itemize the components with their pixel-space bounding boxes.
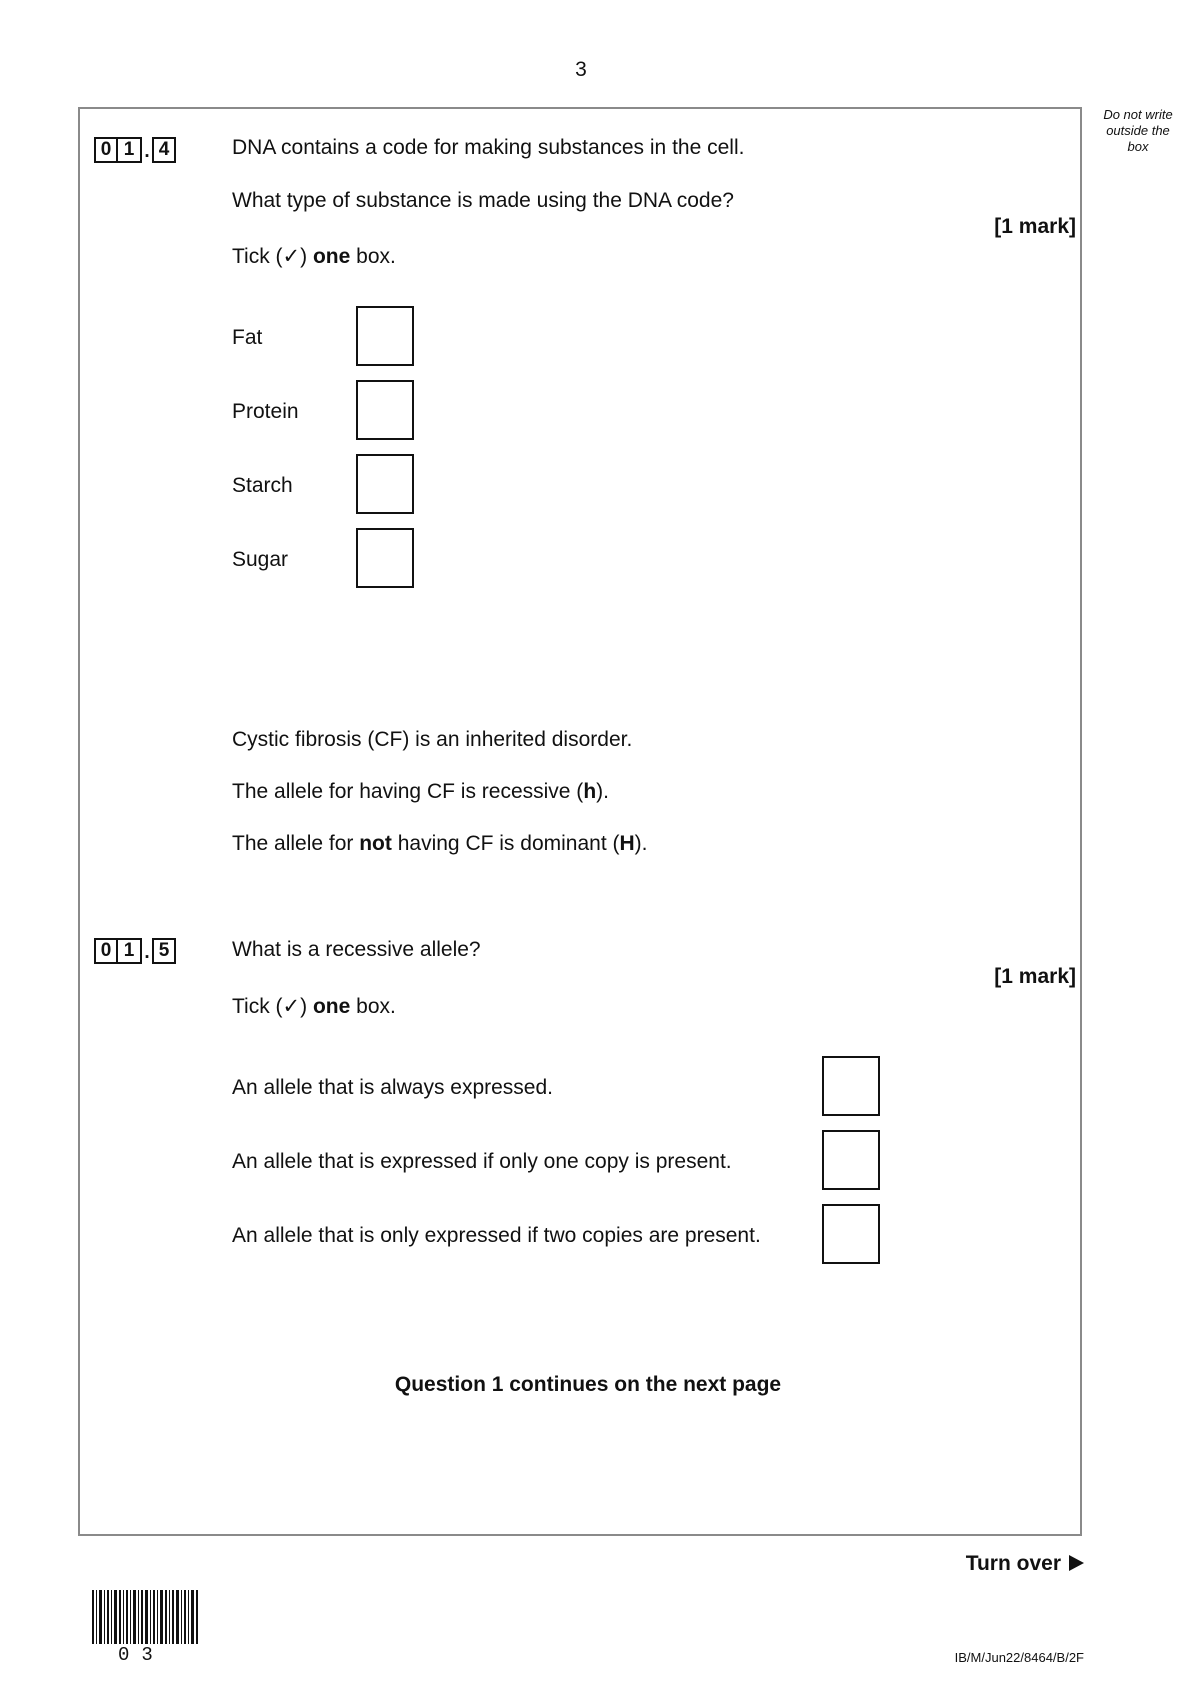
context-emphasis: H — [619, 832, 635, 855]
instruction-text: Tick (✓) — [232, 245, 313, 268]
question-text: What is a recessive allele? — [232, 938, 481, 961]
context-line — [232, 832, 648, 856]
option-label-protein: Protein — [232, 400, 299, 423]
instruction-text: box. — [350, 245, 396, 268]
tick-instruction — [232, 994, 396, 1019]
context-text: The allele for having CF is recessive ( — [232, 780, 584, 803]
context-emphasis: h — [583, 780, 597, 803]
option-label-starch: Starch — [232, 474, 293, 497]
tick-box-fat[interactable] — [356, 306, 414, 366]
answer-frame — [78, 107, 1082, 1536]
question-stem: DNA contains a code for making substances in the cell. — [232, 136, 745, 159]
question-text: What type of substance is made using the DNA code? — [232, 189, 734, 212]
context-text: having CF is dominant ( — [391, 832, 620, 855]
mark-allocation: [1 mark] — [994, 215, 1076, 238]
margin-note-line: Do not write — [1103, 107, 1173, 122]
context-line — [232, 780, 609, 804]
context-text: The allele for — [232, 832, 360, 855]
page-number: 3 — [575, 58, 587, 81]
margin-note-line: outside the — [1106, 123, 1170, 138]
tick-box-two-copies[interactable] — [822, 1204, 880, 1264]
margin-note — [1092, 107, 1184, 155]
instruction-emphasis: one — [312, 995, 351, 1018]
mark-allocation: [1 mark] — [994, 965, 1076, 988]
question-digit: 4 — [152, 137, 176, 163]
question-digit: 0 — [94, 938, 118, 964]
barcode-digits: 03 — [118, 1644, 165, 1666]
continues-note: Question 1 continues on the next page — [394, 1373, 782, 1396]
tick-box-one-copy[interactable] — [822, 1130, 880, 1190]
turn-over — [940, 1552, 1084, 1576]
option-label: An allele that is expressed if only one copy is present. — [232, 1150, 732, 1173]
context-emphasis: not — [359, 832, 392, 855]
option-label-sugar: Sugar — [232, 548, 289, 571]
tick-instruction — [232, 244, 396, 269]
context-line: Cystic fibrosis (CF) is an inherited disorder. — [232, 728, 633, 751]
paper-reference: IB/M/Jun22/8464/B/2F — [954, 1650, 1084, 1665]
option-label: An allele that is always expressed. — [232, 1076, 553, 1099]
question-digit: 0 — [94, 137, 118, 163]
question-number-01-4 — [94, 135, 176, 163]
question-digit: 1 — [118, 137, 142, 163]
option-label: An allele that is only expressed if two copies are present. — [232, 1224, 761, 1247]
question-digit: 1 — [118, 938, 142, 964]
tick-box-sugar[interactable] — [356, 528, 414, 588]
turn-over-arrow-icon — [1069, 1555, 1084, 1571]
instruction-text: box. — [350, 995, 396, 1018]
option-label-fat: Fat — [232, 326, 263, 349]
tick-box-always-expressed[interactable] — [822, 1056, 880, 1116]
context-text: ). — [634, 832, 648, 855]
context-text: ). — [596, 780, 609, 803]
question-number-01-5 — [94, 936, 176, 964]
instruction-text: Tick (✓) — [232, 995, 313, 1018]
barcode-icon — [92, 1590, 202, 1644]
question-separator: . — [144, 141, 150, 162]
instruction-emphasis: one — [312, 245, 351, 268]
turn-over-label: Turn over — [965, 1552, 1061, 1575]
margin-note-line: box — [1127, 139, 1149, 154]
question-digit: 5 — [152, 938, 176, 964]
tick-box-protein[interactable] — [356, 380, 414, 440]
question-separator: . — [144, 942, 150, 963]
tick-box-starch[interactable] — [356, 454, 414, 514]
